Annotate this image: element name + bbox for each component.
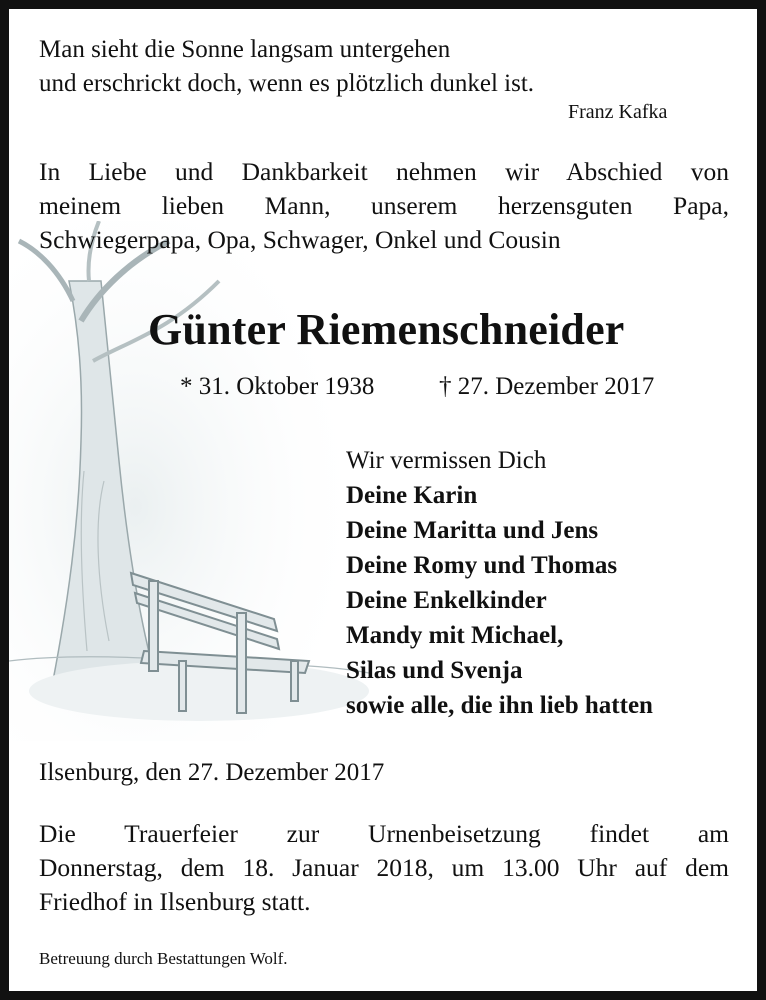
mourner-name: Deine Maritta und Jens (346, 517, 599, 544)
intro-line-3: Schwiegerpapa, Opa, Schwager, Onkel und Cousin (39, 225, 561, 254)
mourner-name: Deine Romy und Thomas (346, 552, 618, 579)
mourner-name: Mandy mit Michael, (346, 622, 564, 649)
ceremony-line-1: Die Trauerfeier zur Urnenbeisetzung findet am (39, 819, 729, 848)
quote-line-1: Man sieht die Sonne langsam untergehen (39, 36, 451, 63)
ceremony-line-3: Friedhof in Ilsenburg statt. (39, 887, 311, 916)
death-date: † 27. Dezember 2017 (439, 373, 655, 400)
mourner-name: Deine Enkelkinder (346, 587, 547, 614)
place-date: Ilsenburg, den 27. Dezember 2017 (39, 759, 385, 786)
mourners-heading: Wir vermissen Dich (346, 447, 547, 474)
quote-author: Franz Kafka (568, 101, 668, 123)
quote-line-2: und erschrickt doch, wenn es plötzlich dunkel ist. (39, 70, 535, 97)
intro-line-2: meinem lieben Mann, unserem herzensguten Papa, (39, 191, 729, 220)
funeral-home-credit: Betreuung durch Bestattungen Wolf. (39, 949, 288, 968)
mourner-name: sowie alle, die ihn lieb hatten (346, 692, 653, 719)
mourner-name: Deine Karin (346, 482, 478, 509)
deceased-name: Günter Riemenschneider (148, 305, 625, 354)
intro-line-1: In Liebe und Dankbarkeit nehmen wir Abschied von (39, 157, 729, 186)
tree-bench-illustration (9, 221, 369, 741)
ceremony-line-2: Donnerstag, dem 18. Januar 2018, um 13.00 Uhr auf dem (39, 853, 729, 882)
birth-date: * 31. Oktober 1938 (180, 373, 375, 400)
mourner-name: Silas und Svenja (346, 657, 523, 684)
